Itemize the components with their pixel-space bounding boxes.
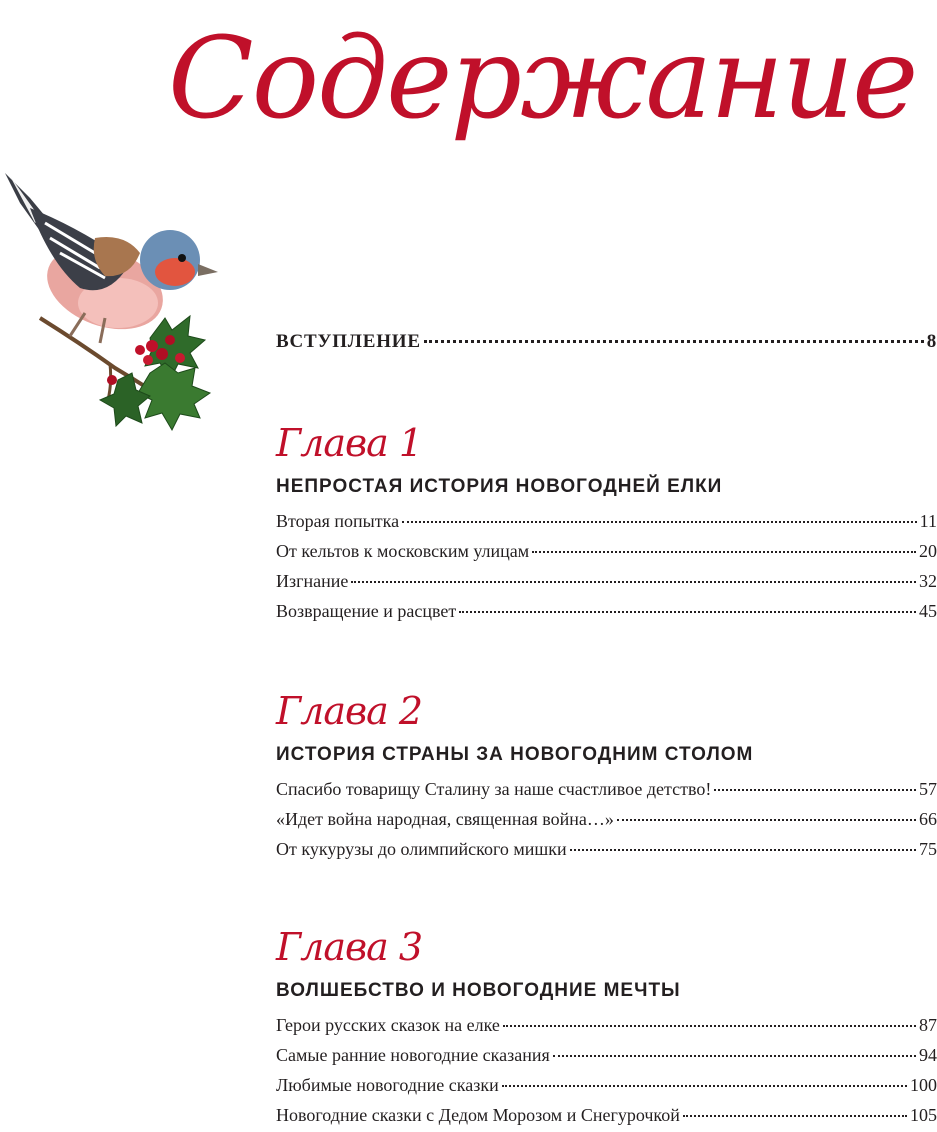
- intro-page: 8: [926, 331, 937, 352]
- dot-leader: [617, 819, 916, 821]
- toc-entry[interactable]: [276, 536, 937, 566]
- entry-page: 105: [910, 1105, 937, 1125]
- page-title: Содержание: [168, 14, 917, 144]
- dot-leader: [714, 789, 916, 791]
- dot-leader: [502, 1085, 907, 1087]
- dot-leader: [683, 1115, 907, 1117]
- dot-leader: [553, 1055, 916, 1057]
- entry-title: Возвращение и расцвет: [276, 601, 457, 621]
- entry-page: 94: [919, 1045, 937, 1065]
- intro-entry[interactable]: [276, 327, 937, 357]
- bird-illustration: [0, 168, 232, 436]
- entry-title: Новогодние сказки с Дедом Морозом и Снегурочкой: [276, 1105, 680, 1125]
- chapter-3-section: [276, 922, 937, 1130]
- entry-title: Самые ранние новогодние сказания: [276, 1045, 550, 1065]
- entry-page: 32: [919, 571, 937, 591]
- chapter-2-section: [276, 686, 937, 864]
- entry-title: Вторая попытка: [276, 511, 400, 531]
- entry-title: От кукурузы до олимпийского мишки: [276, 839, 567, 859]
- chapter-title: НЕПРОСТАЯ ИСТОРИЯ НОВОГОДНЕЙ ЕЛКИ: [276, 476, 723, 497]
- intro-label: ВСТУПЛЕНИЕ: [276, 331, 421, 352]
- dot-leader: [402, 521, 917, 523]
- chapter-label: Глава 2: [276, 689, 423, 733]
- chapter-title: ИСТОРИЯ СТРАНЫ ЗА НОВОГОДНИМ СТОЛОМ: [276, 744, 754, 765]
- entry-page: 87: [919, 1015, 937, 1035]
- toc-entry[interactable]: [276, 566, 937, 596]
- chapter-title: ВОЛШЕБСТВО И НОВОГОДНИЕ МЕЧТЫ: [276, 980, 681, 1001]
- dot-leader: [570, 849, 916, 851]
- dot-leader: [503, 1025, 916, 1027]
- toc-entry[interactable]: [276, 1040, 937, 1070]
- toc-entry[interactable]: [276, 834, 937, 864]
- toc-entry[interactable]: [276, 1010, 937, 1040]
- toc-entry[interactable]: [276, 804, 937, 834]
- entry-title: От кельтов к московским улицам: [276, 541, 530, 561]
- toc-entry[interactable]: [276, 506, 937, 536]
- entry-title: Изгнание: [276, 571, 349, 591]
- entry-title: Спасибо товарищу Сталину за наше счастливое детство!: [276, 779, 712, 799]
- dot-leader: [351, 581, 916, 583]
- entry-title: Герои русских сказок на елке: [276, 1015, 500, 1035]
- toc-entry[interactable]: [276, 774, 937, 804]
- entry-page: 66: [919, 809, 937, 829]
- chapter-label: Глава 1: [276, 421, 423, 465]
- entry-title: Любимые новогодние сказки: [276, 1075, 499, 1095]
- entry-title: «Идет война народная, священная война…»: [276, 809, 614, 829]
- toc-entry[interactable]: [276, 1070, 937, 1100]
- entry-page: 57: [919, 779, 937, 799]
- entry-page: 20: [919, 541, 937, 561]
- dot-leader: [459, 611, 916, 613]
- toc-entry[interactable]: [276, 1100, 937, 1130]
- chapter-label: Глава 3: [276, 925, 423, 969]
- entry-page: 11: [919, 511, 937, 531]
- dot-leader: [424, 340, 924, 343]
- entry-page: 100: [910, 1075, 937, 1095]
- chapter-1-section: [276, 418, 937, 626]
- toc-entry[interactable]: [276, 596, 937, 626]
- entry-page: 75: [919, 839, 937, 859]
- dot-leader: [532, 551, 916, 553]
- entry-page: 45: [919, 601, 937, 621]
